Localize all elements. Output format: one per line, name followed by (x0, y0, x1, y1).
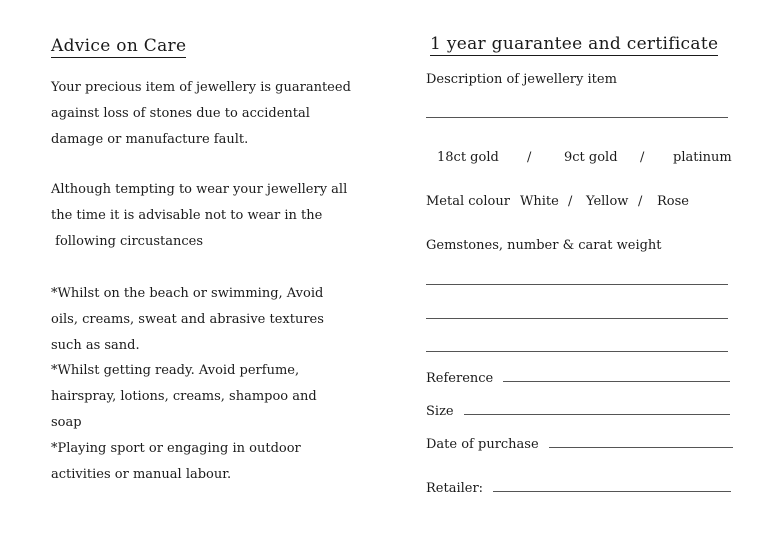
text-line: against loss of stones due to accidental (51, 105, 310, 121)
text-line: *Whilst getting ready. Avoid perfume, (51, 363, 300, 379)
text-line: damage or manufacture fault. (51, 131, 249, 147)
text-line: following circustances (51, 233, 203, 249)
size-row (426, 404, 730, 419)
option-rose[interactable]: Rose (657, 194, 689, 209)
metal-options (426, 150, 736, 168)
size-field[interactable] (464, 413, 730, 415)
separator: / (638, 194, 643, 209)
certificate-heading: 1 year guarantee and certificate (430, 34, 719, 54)
text-line: soap (51, 414, 82, 430)
separator: / (568, 194, 573, 209)
metal-colour-label: Metal colour (426, 194, 510, 209)
description-label: Description of jewellery item (426, 72, 617, 87)
gemstones-label: Gemstones, number & carat weight (426, 238, 662, 253)
text-line: hairspray, lotions, creams, shampoo and (51, 389, 317, 405)
text-line: Your precious item of jewellery is guaranteed (51, 80, 351, 95)
care-heading: Advice on Care (51, 36, 187, 56)
separator: / (527, 150, 532, 165)
gemstones-field-2[interactable] (426, 318, 728, 319)
retailer-field[interactable] (493, 490, 731, 492)
option-platinum[interactable]: platinum (673, 150, 732, 165)
date-of-purchase-label: Date of purchase (426, 437, 539, 452)
option-18ct-gold[interactable]: 18ct gold (437, 150, 499, 165)
metal-colour-row (426, 194, 736, 212)
reference-row (426, 371, 730, 386)
description-field[interactable] (426, 117, 728, 118)
size-label: Size (426, 404, 454, 419)
gemstones-field-1[interactable] (426, 284, 728, 285)
reference-label: Reference (426, 371, 494, 386)
retailer-row (426, 481, 731, 496)
reference-field[interactable] (503, 380, 730, 382)
gemstones-field-3[interactable] (426, 351, 728, 352)
option-yellow[interactable]: Yellow (586, 194, 629, 209)
separator: / (640, 150, 645, 165)
care-paragraph-circumstances (51, 177, 347, 254)
retailer-label: Retailer: (426, 481, 484, 496)
text-line: the time it is advisable not to wear in the (51, 207, 323, 223)
care-paragraph-guarantee (51, 75, 351, 152)
date-of-purchase-row (426, 437, 733, 452)
text-line: Although tempting to wear your jewellery all (51, 182, 348, 197)
text-line: *Playing sport or engaging in outdoor (51, 440, 301, 456)
care-paragraph-advice-list (51, 281, 324, 487)
option-9ct-gold[interactable]: 9ct gold (564, 150, 618, 165)
option-white[interactable]: White (520, 194, 559, 209)
date-of-purchase-field[interactable] (549, 446, 733, 448)
text-line: oils, creams, sweat and abrasive textures (51, 311, 324, 327)
text-line: *Whilst on the beach or swimming, Avoid (51, 286, 324, 301)
text-line: activities or manual labour. (51, 466, 232, 482)
text-line: such as sand. (51, 337, 140, 353)
